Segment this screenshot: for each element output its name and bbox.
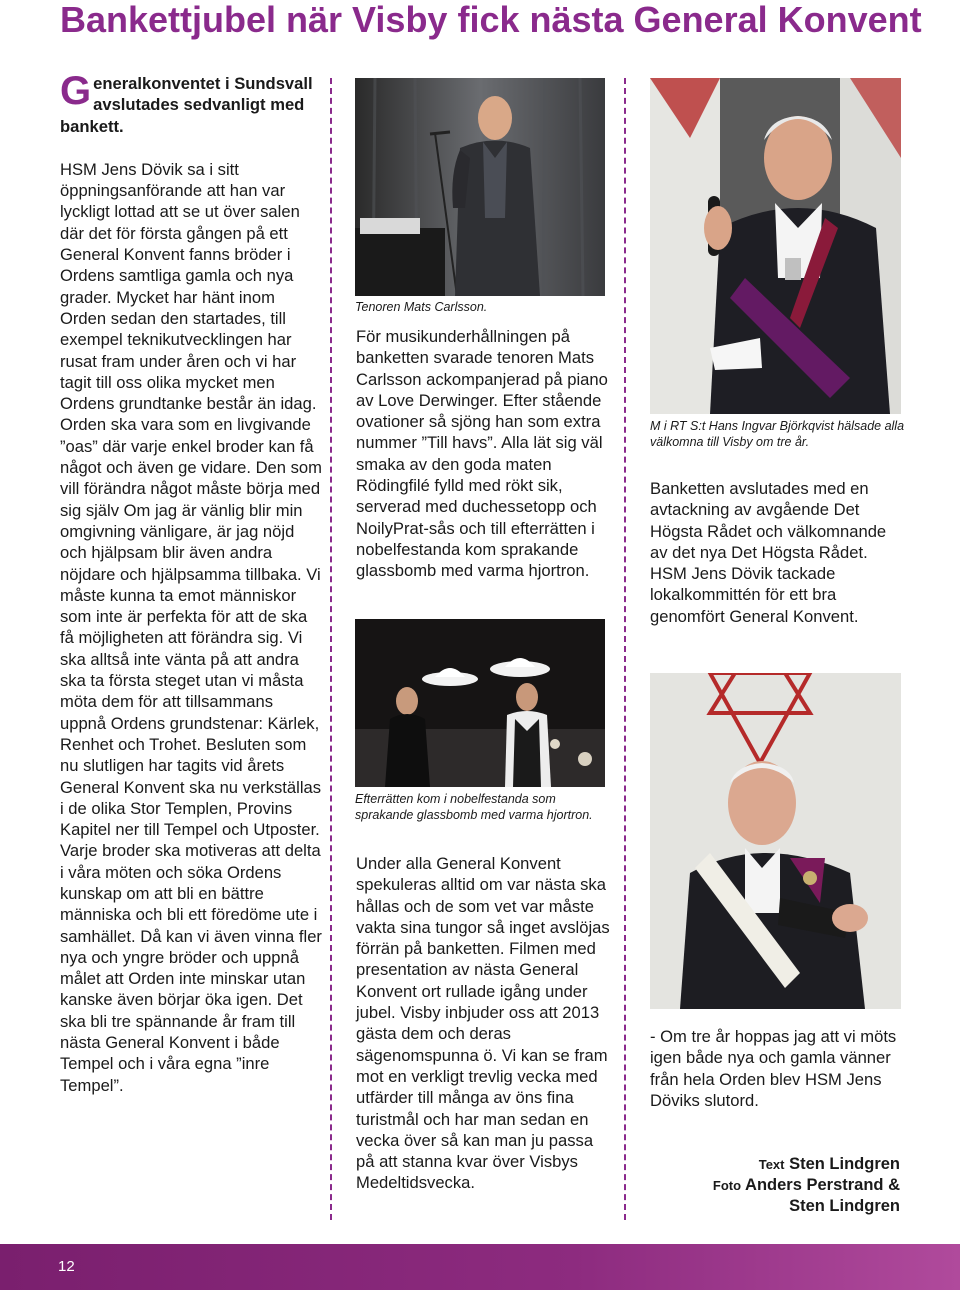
byline bbox=[713, 1154, 900, 1217]
waiters-dessert-photo bbox=[355, 619, 605, 787]
drop-cap: G bbox=[60, 69, 92, 113]
article-column-2-lower bbox=[356, 853, 612, 1194]
caption-hans: M i RT S:t Hans Ingvar Björkqvist hälsade alla välkomna till Visby om tre år. bbox=[650, 419, 905, 449]
text-label: Text bbox=[758, 1157, 785, 1172]
foto-label: Foto bbox=[712, 1178, 742, 1193]
column-divider bbox=[624, 78, 626, 1220]
tenor-singing-photo bbox=[355, 78, 605, 296]
body-paragraph: - Om tre år hoppas jag att vi möts igen både nya och gamla vänner från hela Orden blev HSM Jens Döviks slutord. bbox=[650, 1027, 897, 1110]
foto-author-1: Anders Perstrand & bbox=[745, 1176, 900, 1194]
article-column-1 bbox=[60, 69, 322, 1096]
article-column-3-upper bbox=[650, 478, 906, 627]
page-number: 12 bbox=[58, 1258, 75, 1275]
text-author: Sten Lindgren bbox=[789, 1155, 900, 1173]
lead-paragraph bbox=[60, 69, 322, 137]
body-paragraph: Under alla General Konvent spekuleras alltid om var nästa ska hållas och de som vet var måste vakta sina tungor så inget avslöjas förrän på banketten. Filmen med presentation av nästa General Konvent ort rullade igång under jubel. Visby inbjuder oss att 2013 gästa dem och deras sägenomspunna ö. Vi kan se fram mot en verkligt trevlig vecka med utfärder till många av öns fina turistmål och har man sedan en vecka över så kan man ju passa på att stanna kvar över Visbys Medeltidsvecka. bbox=[356, 854, 610, 1193]
body-paragraph: HSM Jens Dövik sa i sitt öppningsanförande att han var lyckligt lottad att se ut över salen där det för första gången på ett General Konvent fanns bröder i Ordens samtliga gamla och nya grader. Mycket har hänt inom Orden sedan den startades, till exempel teknikutvecklingen har rusat fram under åren och vi har tagit till oss olika mycket men Ordens grundtanke består än idag. bbox=[60, 159, 317, 414]
body-paragraph: Orden ska vara som en livgivande ”oas” där varje enkel broder kan få något och även ge vidare. Den som vill förändra något måste börja med sig själv Om jag är vänlig blir min omgivning vänligare, är jag nöjd och hjälpsam blir även andra nöjdare och hjälpsamma tillbaka. Vi måste kunna ta emot människor som inte är perfekta för att de ska få möjligheten att förändra sig. Vi ska alltså inte vänta på att andra ska ta första steget utan vi måsta möta dem för att tillsammans uppnå Ordens grundstenar: Kärlek, Renhet och Trohet. Besluten som nu slutligen har tagits vid årets General Konvent ska nu verkställas i de olika Stor Templen, Provins Kapitel ner till Tempel och Utposter. Varje broder ska motiveras att delta i våra möten och söka Ordens kunskap om att bli en bättre människa och bli ett föredöme ute i samhället. Då kan vi även vinna fler nya och yngre bröder och uppnå målet att Orden inte minskar utan kanske även börjar öka igen. Det ska bli tre spännande år fram till nästa General Konvent i både Tempel och i våra egna ”inre Tempel”. bbox=[60, 415, 322, 1095]
caption-dessert: Efterrätten kom i nobelfestanda som sprakande glassbomb med varma hjortron. bbox=[355, 792, 593, 822]
body-paragraph: För musikunderhållningen på banketten svarade tenoren Mats Carlsson ackompanjerad på piano av Love Derwinger. Efter stående ovationer så sjöng han som extra nummer ”Till havs”. Alla lät sig väl smaka av den goda maten Rödingfilé fylld med rökt sik, serverad med duchessetopp och NoilyPrat-sås och till efterrätten i nobelfestanda kom sprakande glassbomb med varma hjortron. bbox=[356, 327, 608, 581]
speaker-reading-photo bbox=[650, 673, 901, 1009]
lead-text: eneralkonventet i Sundsvall avslutades sedvanligt med bankett. bbox=[60, 74, 313, 136]
dessert-illustration bbox=[355, 619, 605, 787]
reading-illustration bbox=[650, 673, 901, 1009]
body-paragraph: Banketten avslutades med en avtackning av avgående Det Högsta Rådet och välkomnande av det nya Det Högsta Rådet. HSM Jens Dövik tackade lokalkommittén för ett bra genomfört General Konvent. bbox=[650, 479, 887, 626]
caption-tenor: Tenoren Mats Carlsson. bbox=[355, 300, 488, 314]
speaker-illustration bbox=[650, 78, 901, 414]
speaker-microphone-photo bbox=[650, 78, 901, 414]
foto-author-2: Sten Lindgren bbox=[789, 1197, 900, 1215]
article-column-2-upper bbox=[356, 326, 612, 582]
column-divider bbox=[330, 78, 332, 1220]
article-column-3-lower bbox=[650, 1026, 906, 1111]
tenor-illustration bbox=[355, 78, 605, 296]
article-headline: Bankettjubel när Visby fick nästa General Konvent bbox=[60, 0, 922, 40]
page-footer-bar bbox=[0, 1244, 960, 1290]
